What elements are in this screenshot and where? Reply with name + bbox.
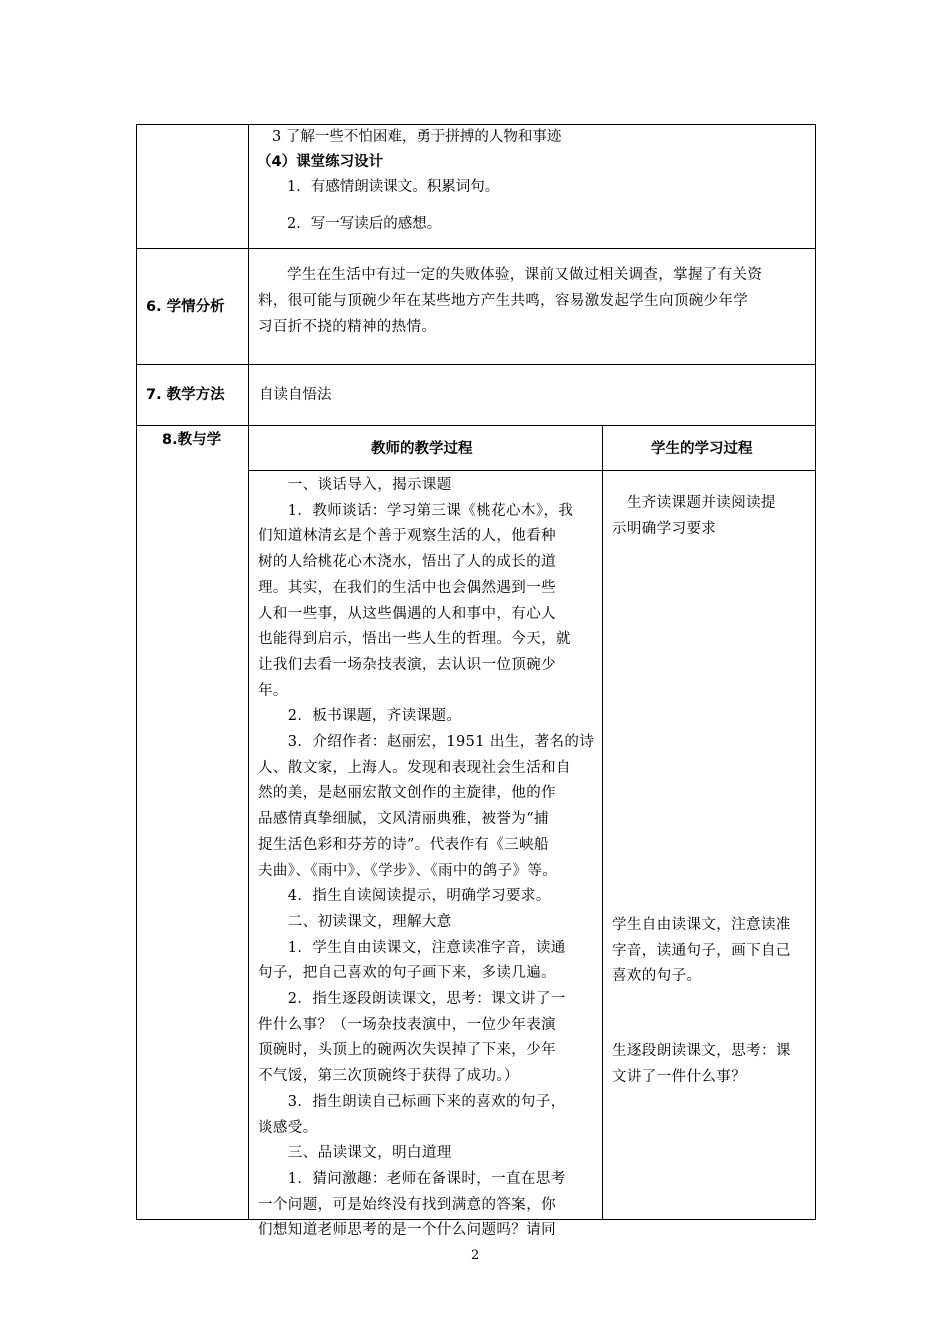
row-divider-3	[136, 425, 816, 426]
text-line: 生逐段朗读课文，思考：课	[612, 1043, 791, 1059]
text-line: 1．猜问激趣：老师在备课时，一直在思考	[258, 1170, 566, 1187]
text-line: 理。其实，在我们的生活中也会偶然遇到一些	[258, 579, 556, 596]
label-column-divider	[248, 124, 249, 1220]
text-line: 三、品读课文，明白道理	[258, 1145, 452, 1162]
text-line: 谈感受。	[258, 1119, 318, 1136]
text-line: 件什么事？（一场杂技表演中，一位少年表演	[258, 1016, 556, 1033]
header-row-divider	[248, 470, 816, 471]
analysis-text-line: 习百折不挠的精神的热情。	[258, 319, 437, 335]
text-line: 品感情真挚细腻，文风清丽典雅，被誉为“捕	[258, 811, 549, 828]
text-line: 3．指生朗读自己标画下来的喜欢的句子，	[258, 1093, 566, 1110]
text-line: 3．介绍作者：赵丽宏，1951 出生，著名的诗	[258, 734, 595, 750]
analysis-text-line: 料，很可能与顶碗少年在某些地方产生共鸣，容易激发起学生向顶碗少年学	[258, 293, 749, 309]
text-line: 不气馁，第三次顶碗终于获得了成功。）	[258, 1068, 519, 1085]
text-line: 顶碗时，头顶上的碗两次失误掉了下来，少年	[258, 1042, 556, 1059]
text-line: 们知道林清玄是个善于观察生活的人，他看种	[258, 528, 556, 545]
text-line: 让我们去看一场杂技表演，去认识一位顶碗少	[258, 656, 556, 673]
exercise-item-2: 2．写一写读后的感想。	[287, 216, 442, 232]
text-line: 句子，把自己喜欢的句子画下来，多读几遍。	[258, 965, 556, 982]
text-line: 字音，读通句子，画下自己	[612, 942, 791, 959]
text-line: 二、初读课文，理解大意	[258, 913, 452, 930]
text-line: 一个问题，可是始终没有找到满意的答案，你	[258, 1196, 556, 1213]
text-line: 示明确学习要求	[612, 520, 717, 537]
text-line: 喜欢的句子。	[612, 968, 702, 985]
row-divider-1	[136, 248, 816, 249]
student-process-header: 学生的学习过程	[651, 441, 753, 457]
text-line: 树的人给桃花心木浇水，悟出了人的成长的道	[258, 554, 556, 571]
page-number: 2	[471, 1248, 480, 1263]
method-value: 自读自悟法	[259, 387, 332, 403]
text-line: 1．教师谈话：学习第三课《桃花心木》，我	[258, 502, 574, 519]
table-border-left	[136, 124, 137, 1220]
text-line: 2．板书课题，齐读课题。	[258, 708, 462, 725]
text-line: 年。	[258, 682, 288, 699]
process-label: 8.教与学	[162, 432, 222, 448]
text-line: 生齐读课题并读阅读提	[612, 495, 776, 511]
text-line: 文讲了一件什么事？	[612, 1068, 747, 1085]
text-line: 一、谈话导入，揭示课题	[258, 477, 452, 493]
table-border-right	[815, 124, 816, 1220]
text-line: 们想知道老师思考的是一个什么问题吗？请同	[258, 1222, 556, 1239]
process-column-divider	[602, 425, 603, 1220]
text-line: 人和一些事，从这些偶遇的人和事中，有心人	[258, 605, 556, 622]
exercise-heading: （4）课堂练习设计	[257, 154, 384, 170]
text-line: 1．学生自由读课文，注意读准字音，读通	[258, 939, 566, 956]
exercise-item-1: 1．有感情朗读课文。积累词句。	[287, 179, 500, 195]
teacher-process-header: 教师的教学过程	[371, 441, 473, 457]
text-line: 2．指生逐段朗读课文，思考：课文讲了一	[258, 991, 566, 1007]
text-line: 4．指生自读阅读提示，明确学习要求。	[258, 888, 551, 905]
text-line: 然的美，是赵丽宏散文创作的主旋律，他的作	[258, 785, 556, 802]
text-line: 夫曲》、《雨中》、《学步》、《雨中的鸽子》等。	[258, 862, 558, 879]
text-line: 人、散文家，上海人。发现和表现社会生活和自	[258, 759, 571, 776]
analysis-text-line: 学生在生活中有过一定的失败体验，课前又做过相关调查，掌握了有关资	[287, 267, 763, 283]
objective-line: 3 了解一些不怕困难，勇于拼搏的人物和事迹	[272, 129, 562, 145]
analysis-label: 6. 学情分析	[146, 299, 225, 315]
row-divider-2	[136, 364, 816, 365]
method-label: 7. 教学方法	[146, 387, 225, 403]
text-line: 也能得到启示，悟出一些人生的哲理。今天，就	[258, 631, 571, 648]
text-line: 捉生活色彩和芬芳的诗”。代表作有《三峡船	[258, 836, 549, 853]
text-line: 学生自由读课文，注意读准	[612, 917, 791, 933]
